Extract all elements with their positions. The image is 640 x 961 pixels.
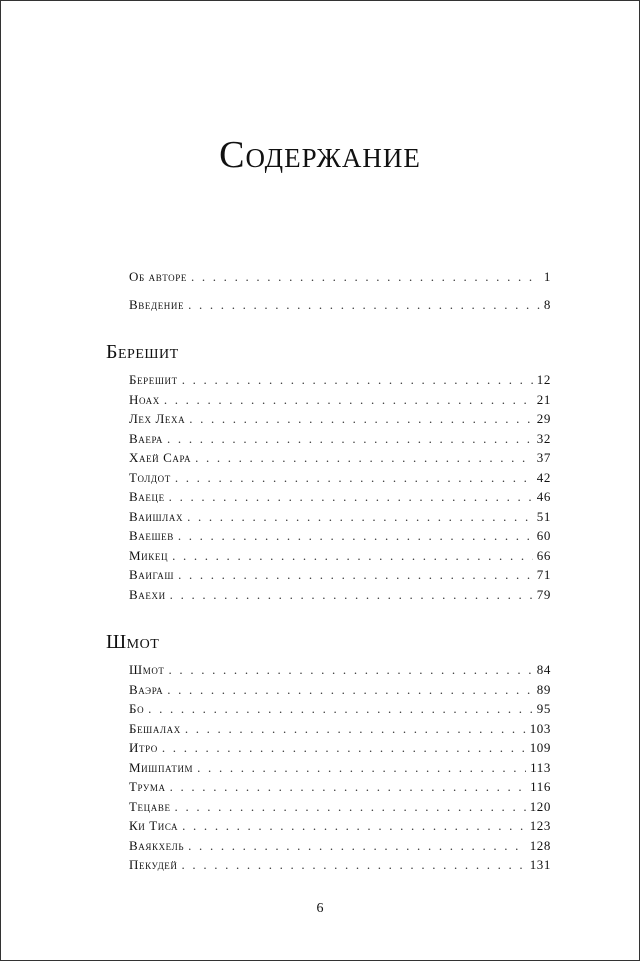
toc-entry bbox=[129, 548, 551, 568]
toc-entry-page: 113 bbox=[530, 759, 551, 775]
toc-dot-leader bbox=[172, 548, 533, 564]
toc-dot-leader bbox=[169, 662, 533, 678]
toc-entry-label: Лех Леха bbox=[129, 411, 186, 426]
toc-entry-page: 120 bbox=[529, 798, 551, 814]
toc-entry-page: 46 bbox=[536, 489, 551, 504]
toc-entry bbox=[129, 470, 551, 490]
toc-entry-page: 79 bbox=[536, 586, 551, 602]
toc-entry bbox=[129, 411, 551, 431]
toc-entry bbox=[129, 297, 551, 325]
toc-entry bbox=[129, 372, 551, 392]
toc-entry-label: Трума bbox=[129, 779, 166, 794]
toc-section-bereshit bbox=[129, 372, 551, 606]
toc-entry-label: Мишпатим bbox=[129, 759, 194, 775]
toc-entry bbox=[129, 489, 551, 509]
toc-dot-leader bbox=[185, 721, 526, 737]
toc-entry-label: Пекудей bbox=[129, 857, 178, 872]
toc-dot-leader bbox=[178, 567, 533, 583]
toc-entry-label: Введение bbox=[129, 297, 185, 312]
toc-entry-label: Бешалах bbox=[129, 720, 181, 736]
toc-entry bbox=[129, 721, 551, 741]
toc-entry-label: Тецаве bbox=[129, 798, 171, 814]
toc-entry-page: 71 bbox=[536, 567, 551, 582]
toc-entry-label: Ваишлах bbox=[129, 508, 184, 524]
toc-entry-label: Ки Тиса bbox=[129, 818, 179, 833]
toc-entry-page: 109 bbox=[529, 740, 551, 755]
toc-dot-leader bbox=[178, 528, 533, 544]
toc-dot-leader bbox=[175, 799, 526, 815]
toc-dot-leader bbox=[195, 450, 533, 466]
toc-section-shmot bbox=[129, 662, 551, 877]
toc-entry-page: 128 bbox=[529, 837, 551, 853]
toc-entry-label: Ваешев bbox=[129, 528, 174, 543]
toc-entry bbox=[129, 392, 551, 412]
toc-entry-label: Ваэра bbox=[129, 681, 164, 697]
toc-entry-page: 89 bbox=[536, 681, 551, 697]
toc-entry-page: 66 bbox=[536, 547, 551, 563]
toc-dot-leader bbox=[170, 587, 533, 603]
section-heading-bereshit: Берешит bbox=[106, 341, 179, 363]
toc-entry-label: Итро bbox=[129, 740, 158, 755]
toc-entry-page: 29 bbox=[536, 411, 551, 426]
toc-dot-leader bbox=[148, 701, 533, 717]
toc-entry-page: 42 bbox=[536, 469, 551, 485]
toc-dot-leader bbox=[188, 297, 540, 313]
toc-entry bbox=[129, 528, 551, 548]
toc-entry-page: 60 bbox=[536, 528, 551, 543]
toc-dot-leader bbox=[170, 779, 527, 795]
toc-entry bbox=[129, 509, 551, 529]
toc-entry-page: 116 bbox=[530, 779, 551, 794]
page-title: Содержание bbox=[219, 134, 421, 176]
toc-entry bbox=[129, 779, 551, 799]
toc-dot-leader bbox=[175, 470, 533, 486]
toc-entry-label: Об авторе bbox=[129, 269, 187, 284]
toc-entry-label: Ваеце bbox=[129, 489, 165, 504]
toc-dot-leader bbox=[182, 857, 526, 873]
toc-entry-page: 123 bbox=[529, 818, 551, 833]
toc-dot-leader bbox=[167, 431, 533, 447]
toc-entry bbox=[129, 740, 551, 760]
toc-entry-page: 8 bbox=[543, 297, 551, 312]
toc-entry bbox=[129, 838, 551, 858]
toc-entry bbox=[129, 682, 551, 702]
toc-entry-label: Бо bbox=[129, 701, 145, 716]
toc-entry-label: Ваехи bbox=[129, 586, 166, 602]
toc-dot-leader bbox=[188, 838, 526, 854]
toc-dot-leader bbox=[187, 509, 533, 525]
toc-dot-leader bbox=[197, 760, 526, 776]
toc-entry-page: 1 bbox=[543, 269, 551, 284]
toc-dot-leader bbox=[169, 489, 533, 505]
toc-entry-page: 131 bbox=[529, 857, 551, 872]
section-heading-shmot: Шмот bbox=[106, 631, 160, 653]
toc-entry-page: 84 bbox=[536, 662, 551, 677]
toc-entry-page: 103 bbox=[529, 720, 551, 736]
toc-entry bbox=[129, 857, 551, 877]
toc-dot-leader bbox=[182, 818, 526, 834]
toc-entry-page: 51 bbox=[536, 508, 551, 524]
toc-entry bbox=[129, 799, 551, 819]
toc-entry-label: Ноах bbox=[129, 391, 160, 407]
toc-entry-page: 95 bbox=[536, 701, 551, 716]
toc-entry-label: Ваера bbox=[129, 430, 164, 446]
toc-entry bbox=[129, 760, 551, 780]
toc-dot-leader bbox=[182, 372, 533, 388]
toc-dot-leader bbox=[162, 740, 526, 756]
toc-entry-label: Хаей Сара bbox=[129, 450, 192, 465]
page-number: 6 bbox=[316, 901, 324, 916]
toc-entry bbox=[129, 701, 551, 721]
toc-entry-label: Толдот bbox=[129, 469, 171, 485]
toc-dot-leader bbox=[189, 411, 533, 427]
toc-entry bbox=[129, 818, 551, 838]
toc-entry-page: 12 bbox=[536, 372, 551, 387]
toc-entry-label: Ваякхель bbox=[129, 837, 185, 853]
toc-entry bbox=[129, 269, 551, 297]
toc-entry-page: 21 bbox=[536, 391, 551, 407]
toc-intro-list bbox=[129, 269, 551, 325]
toc-entry-label: Ваигаш bbox=[129, 567, 175, 582]
toc-entry bbox=[129, 662, 551, 682]
toc-dot-leader bbox=[191, 269, 540, 285]
toc-entry-page: 37 bbox=[536, 450, 551, 465]
toc-entry bbox=[129, 567, 551, 587]
toc-entry-label: Берешит bbox=[129, 372, 178, 387]
toc-dot-leader bbox=[167, 682, 533, 698]
toc-entry-label: Микец bbox=[129, 547, 169, 563]
toc-entry bbox=[129, 587, 551, 607]
toc-entry-label: Шмот bbox=[129, 662, 165, 677]
toc-entry bbox=[129, 431, 551, 451]
toc-entry-page: 32 bbox=[536, 430, 551, 446]
toc-entry bbox=[129, 450, 551, 470]
toc-dot-leader bbox=[164, 392, 533, 408]
